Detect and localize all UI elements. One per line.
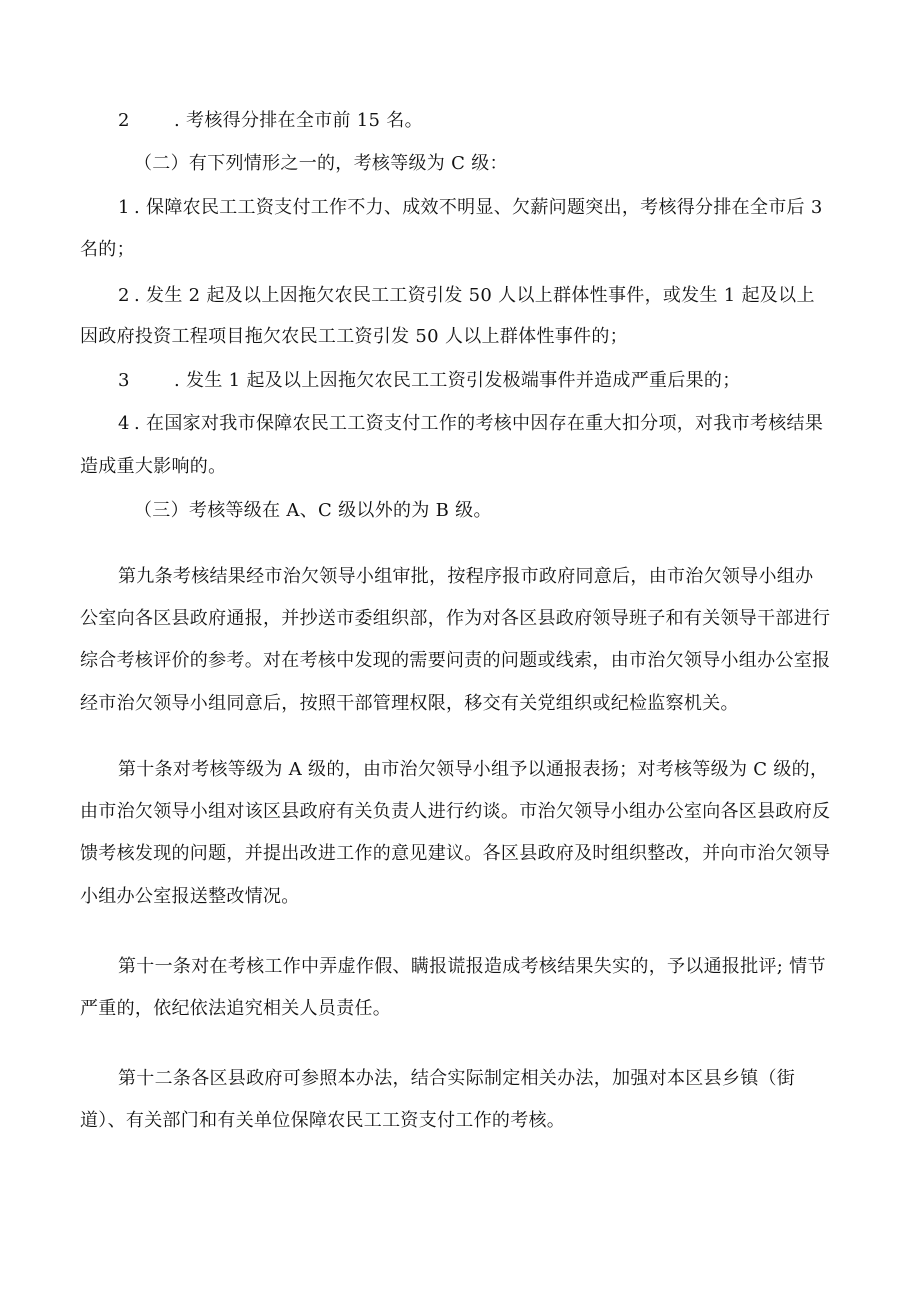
item-text: . 发生 1 起及以上因拖欠农民工工资引发极端事件并造成严重后果的；	[174, 370, 741, 391]
item-text: . 保障农民工工资支付工作不力、成效不明显、欠薪问题突出，考核得分排在全市后 3	[134, 197, 823, 218]
paragraph-text: 由市治欠领导小组对该区县政府有关负责人进行约谈。市治欠领导小组办公室向各区县政府反	[80, 801, 831, 822]
item-number: 2	[118, 110, 130, 131]
paragraph-text: 第十一条对在考核工作中弄虚作假、瞒报谎报造成考核结果失实的，予以通报批评; 情节	[118, 956, 826, 977]
paragraph-text: 公室向各区县政府通报，并抄送市委组织部，作为对各区县政府领导班子和有关领导干部进行	[80, 608, 831, 629]
paragraph-text: 第十二条各区县政府可参照本办法，结合实际制定相关办法，加强对本区县乡镇（街	[118, 1068, 796, 1089]
paragraph-text: 第九条考核结果经市治欠领导小组审批，按程序报市政府同意后，由市治欠领导小组办	[118, 566, 814, 587]
paragraph-text: 综合考核评价的参考。对在考核中发现的需要问责的问题或线索，由市治欠领导小组办公室报	[80, 650, 831, 671]
continuation-text: 因政府投资工程项目拖欠农民工工资引发 50 人以上群体性事件的；	[80, 326, 628, 347]
paragraph-text: 馈考核发现的问题，并提出改进工作的意见建议。各区县政府及时组织整改，并向市治欠领导	[80, 843, 831, 864]
item-number: 3	[118, 370, 130, 391]
item-number: 2	[118, 285, 130, 306]
paragraph-text: 严重的，依纪依法追究相关人员责任。	[80, 998, 392, 1019]
heading-text: （三）考核等级在 A、C 级以外的为 B 级。	[134, 500, 492, 521]
item-text: . 考核得分排在全市前 15 名。	[174, 110, 423, 131]
heading-text: （二）有下列情形之一的，考核等级为 C 级：	[134, 153, 508, 174]
paragraph-text: 道）、有关部门和有关单位保障农民工工资支付工作的考核。	[80, 1110, 566, 1131]
paragraph-text: 第十条对考核等级为 A 级的，由市治欠领导小组予以通报表扬；对考核等级为 C 级的，	[118, 759, 829, 780]
item-text: . 发生 2 起及以上因拖欠农民工工资引发 50 人以上群体性事件，或发生 1 起及以上	[134, 285, 815, 306]
continuation-text: 造成重大影响的。	[80, 456, 227, 477]
item-number: 4	[118, 413, 130, 434]
item-text: . 在国家对我市保障农民工工资支付工作的考核中因存在重大扣分项，对我市考核结果	[134, 413, 824, 434]
continuation-text: 名的；	[80, 239, 135, 260]
paragraph-text: 小组办公室报送整改情况。	[80, 886, 300, 907]
item-number: 1	[118, 197, 130, 218]
paragraph-text: 经市治欠领导小组同意后，按照干部管理权限，移交有关党组织或纪检监察机关。	[80, 693, 739, 714]
